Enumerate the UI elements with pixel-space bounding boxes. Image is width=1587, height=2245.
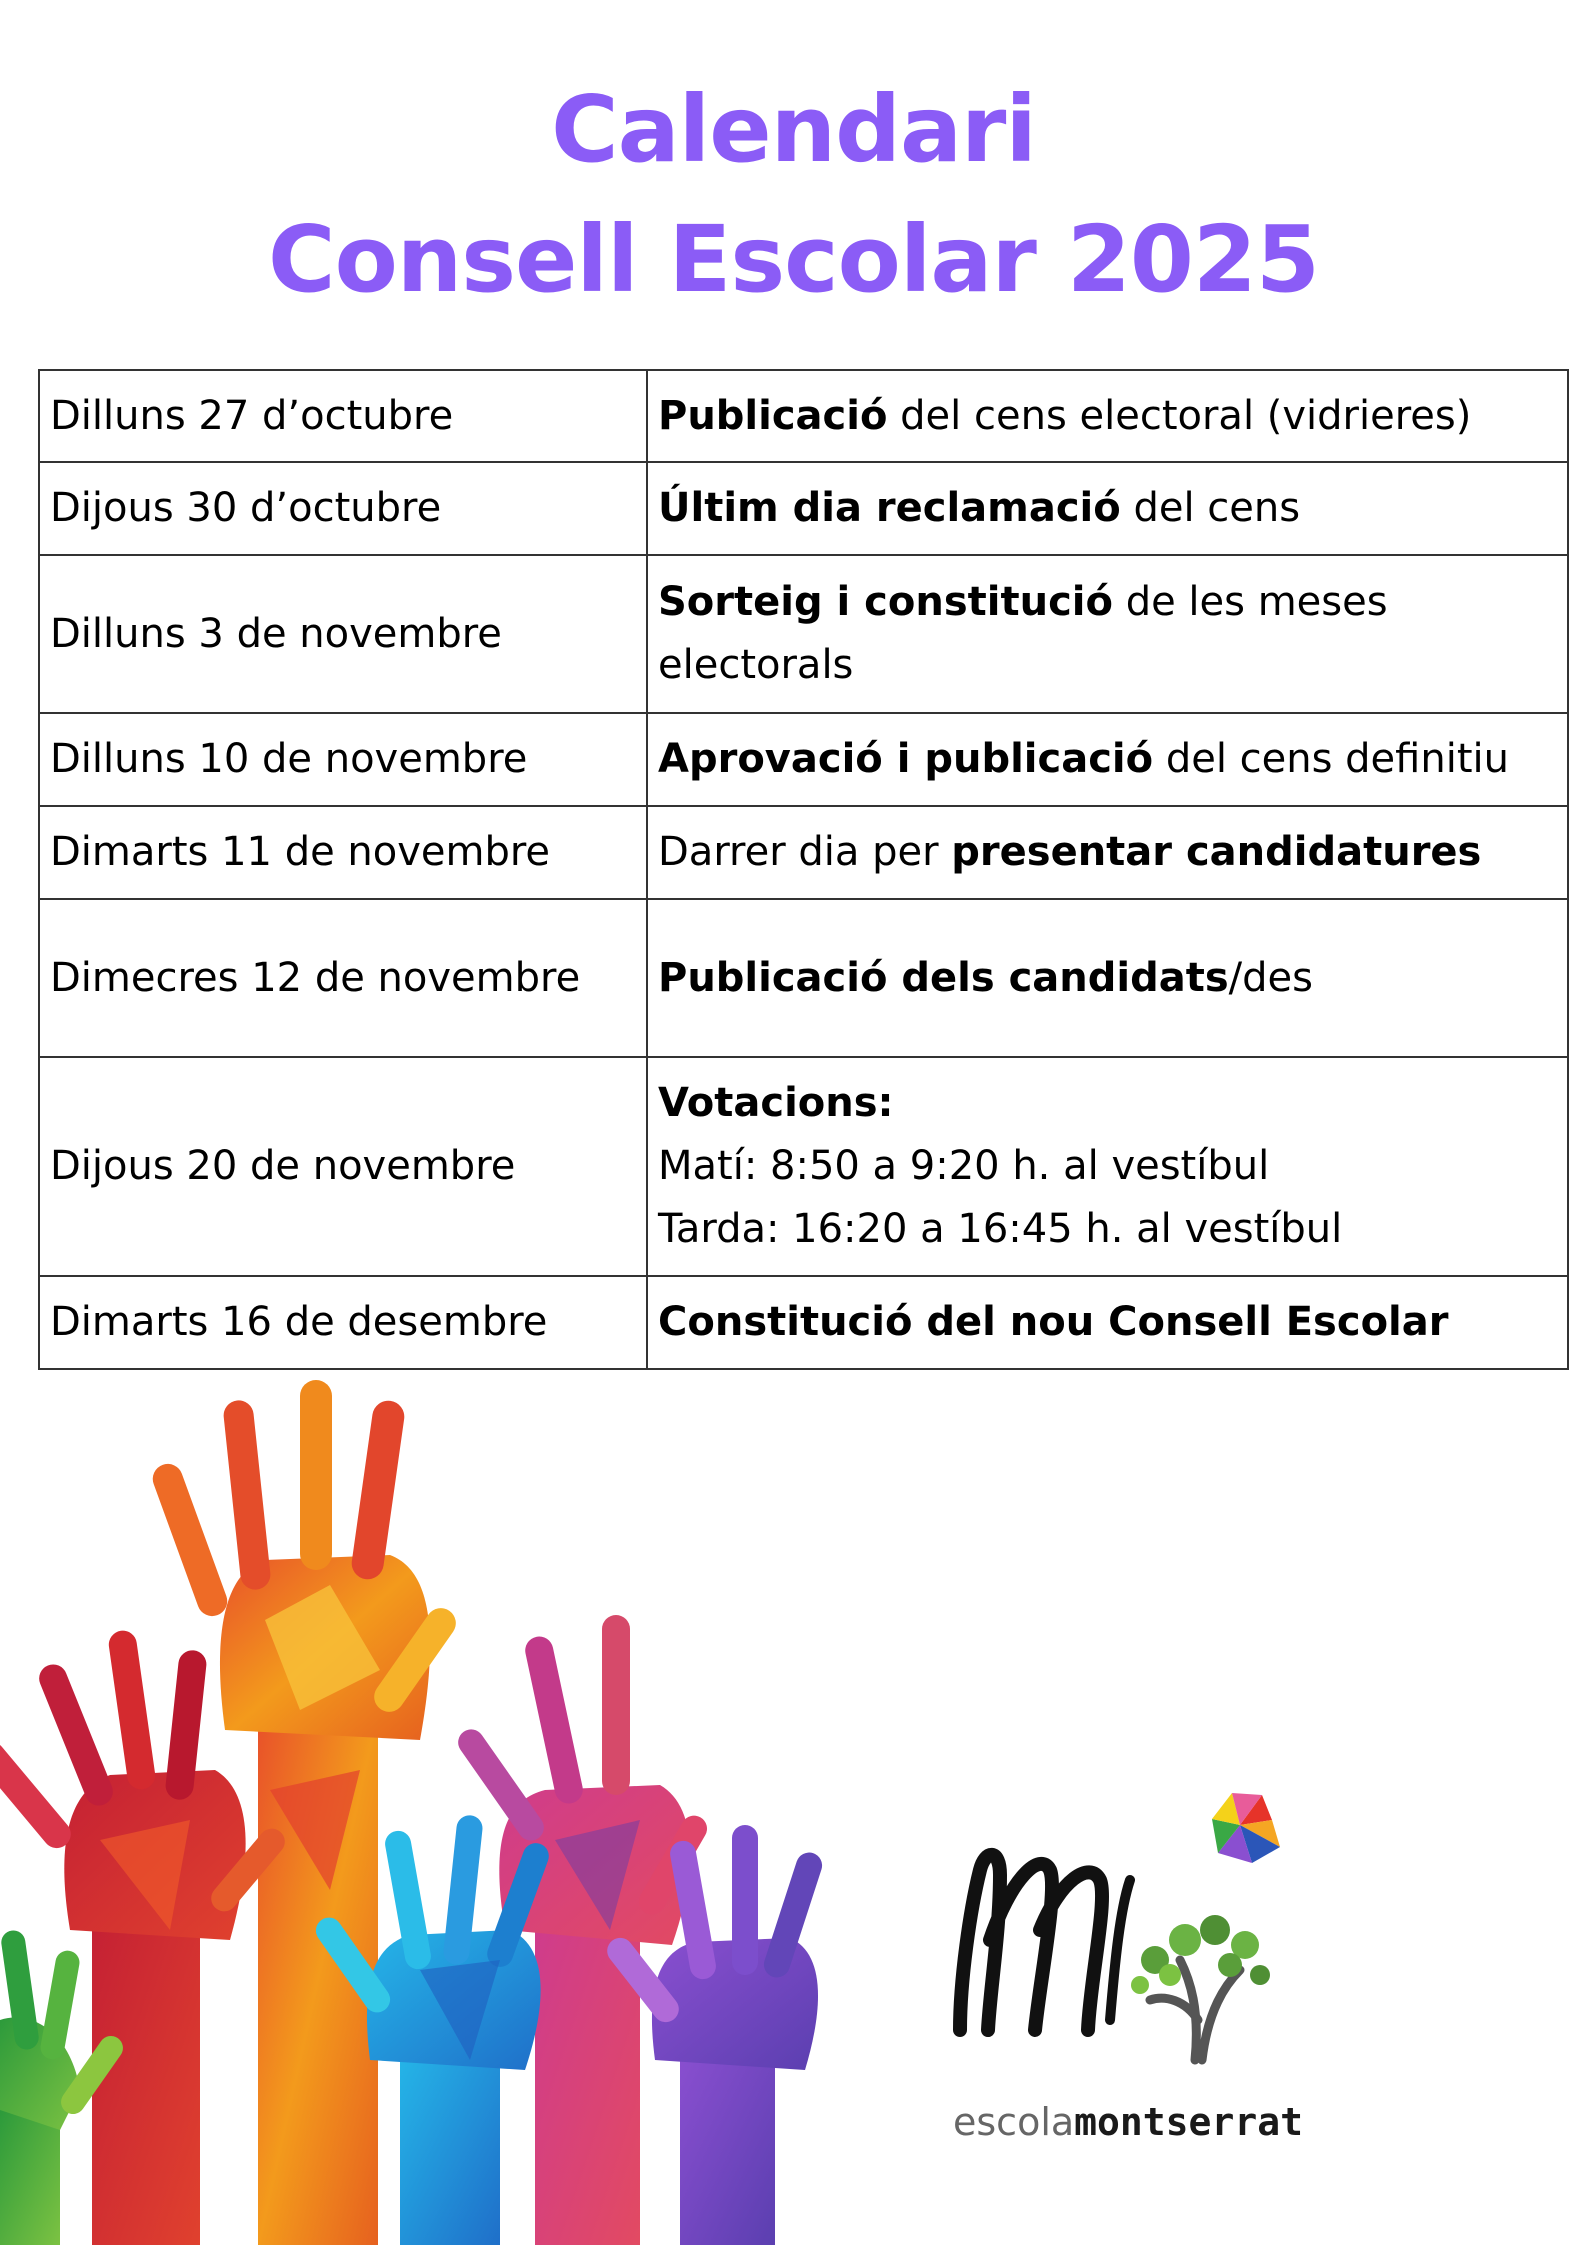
table-row [39,1057,1568,1276]
table-row [39,806,1568,899]
date-cell: Dimarts 16 de desembre [39,1276,647,1369]
description-cell: Aprovació i publicació del cens definitiu [647,713,1568,806]
description-cell: Sorteig i constitució de les meses electorals [647,555,1568,713]
date-cell: Dilluns 3 de novembre [39,555,647,713]
escola-montserrat-logo [940,1780,1400,2100]
date-cell: Dilluns 27 d’octubre [39,370,647,462]
table-row [39,1276,1568,1369]
description-cell: Últim dia reclamació del cens [647,462,1568,555]
description-cell: Votacions: Matí: 8:50 a 9:20 h. al vestíbul Tarda: 16:20 a 16:45 h. al vestíbul [647,1057,1568,1276]
table-row [39,370,1568,462]
description-cell: Publicació dels candidats/des [647,899,1568,1057]
description-cell: Darrer dia per presentar candidatures [647,806,1568,899]
title-line-2: Consell Escolar 2025 [268,206,1319,313]
date-cell: Dimarts 11 de novembre [39,806,647,899]
date-cell: Dijous 20 de novembre [39,1057,647,1276]
raised-hands-illustration [0,1370,880,2245]
date-cell: Dijous 30 d’octubre [39,462,647,555]
table-row [39,713,1568,806]
description-cell: Constitució del nou Consell Escolar [647,1276,1568,1369]
date-cell: Dilluns 10 de novembre [39,713,647,806]
tree-icon [1131,1915,1270,2060]
colorful-star-icon [1212,1793,1280,1863]
title-line-1: Calendari [551,76,1036,183]
table-row [39,462,1568,555]
description-cell: Publicació del cens electoral (vidrieres) [647,370,1568,462]
schedule-table [38,369,1569,1370]
table-row [39,555,1568,713]
date-cell: Dimecres 12 de novembre [39,899,647,1057]
logo-wordmark: escolamontserrat [953,2100,1303,2144]
table-row [39,899,1568,1057]
